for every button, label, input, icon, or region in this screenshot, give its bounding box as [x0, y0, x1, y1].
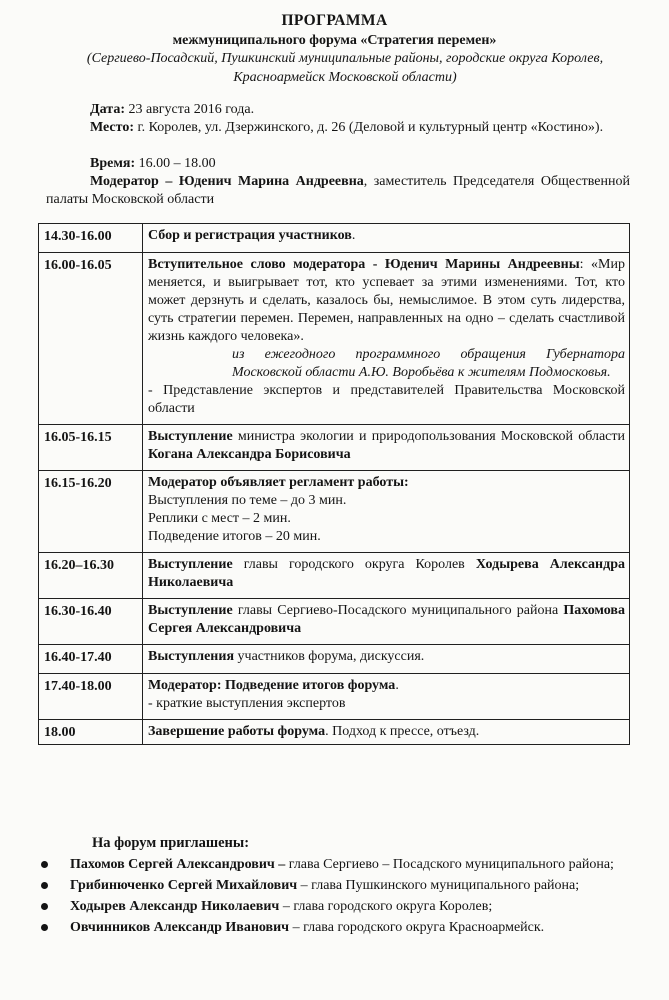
moderator-value: , заместитель Председателя Общественной палаты Московской области: [46, 174, 630, 207]
guest-name: Пахомов Сергей Александрович –: [70, 857, 286, 872]
table-row: [39, 224, 630, 253]
event-title: Выступление: [148, 557, 233, 572]
moderator-line: [46, 173, 630, 209]
guest-name: Ходырев Александр Николаевич: [70, 899, 280, 914]
time-cell: 16.40-17.40: [39, 645, 143, 674]
rule-line: Выступления по теме – до 3 мин.: [148, 493, 347, 508]
table-row: [39, 553, 630, 599]
invited-list: [38, 856, 630, 940]
list-item: [38, 898, 630, 915]
time-cell: 16.20–16.30: [39, 553, 143, 599]
table-row: [39, 645, 630, 674]
time-label: Время:: [90, 156, 136, 171]
event-text: главы городского округа Королев: [232, 557, 476, 572]
table-row: [39, 425, 630, 471]
guest-name: Грибинюченко Сергей Михайлович: [70, 878, 298, 893]
event-text: . Подход к прессе, отъезд.: [325, 724, 480, 739]
event-title: Выступления: [148, 649, 235, 664]
invited-title: На форум приглашены:: [92, 835, 250, 851]
place-value: г. Королев, ул. Дзержинского, д. 26 (Деловой и культурный центр «Костино»).: [133, 120, 604, 135]
moderator-label: Модератор – Юденич Марина Андреевна: [90, 174, 364, 189]
table-row: [39, 471, 630, 553]
guest-role: – глава Пушкинского муниципального района;: [297, 878, 580, 893]
place-label: Место:: [90, 120, 134, 135]
event-cell: [143, 645, 630, 674]
date-value: 23 августа 2016 года.: [124, 102, 255, 117]
time-cell: 16.05-16.15: [39, 425, 143, 471]
speaker-name: Ходырева Александра Николаевича: [148, 557, 625, 590]
rule-line: Реплики с мест – 2 мин.: [148, 511, 291, 526]
time-cell: 18.00: [39, 720, 143, 745]
opening-speech: [148, 256, 625, 346]
event-cell: [143, 674, 630, 720]
speaker-name: Пахомова Сергея Александровича: [148, 603, 625, 636]
event-cell: [143, 553, 630, 599]
event-cell: [143, 253, 630, 425]
time-cell: 16.15-16.20: [39, 471, 143, 553]
bullet-icon: [41, 861, 48, 868]
guest-name: Овчинников Александр Иванович: [70, 920, 290, 935]
time-line: [90, 155, 216, 173]
event-text: министра экологии и природопользования Московской области: [232, 429, 625, 444]
table-row: [39, 599, 630, 645]
place-line: [46, 119, 630, 137]
event-cell: [143, 599, 630, 645]
list-item: [38, 919, 630, 936]
guest-role: – глава городского округа Красноармейск.: [289, 920, 545, 935]
event-title: Модератор объявляет регламент работы:: [148, 475, 409, 490]
time-value: 16.00 – 18.00: [135, 156, 216, 171]
event-text: главы Сергиево-Посадского муниципального района: [232, 603, 564, 618]
event-title: Модератор: Подведение итогов форума: [148, 678, 396, 693]
program-table: [38, 223, 630, 745]
regions-line-1: (Сергиево-Посадский, Пушкинский муниципальные районы, городские округа Королев,: [86, 51, 604, 66]
date-label: Дата:: [90, 102, 125, 117]
event-cell: [143, 425, 630, 471]
bullet-icon: [41, 882, 48, 889]
guest-role: – глава городского округа Королев;: [279, 899, 493, 914]
event-title: Выступление: [148, 429, 233, 444]
time-cell: 14.30-16.00: [39, 224, 143, 253]
bullet-icon: [41, 903, 48, 910]
event-text: .: [351, 228, 356, 243]
time-cell: 17.40-18.00: [39, 674, 143, 720]
list-item: [38, 877, 630, 894]
table-row: [39, 253, 630, 425]
list-item: [38, 856, 630, 873]
experts-presentation: - Представление экспертов и представителей Правительства Московской области: [148, 383, 625, 416]
guest-role: глава Сергиево – Посадского муниципального района;: [285, 857, 614, 872]
experts-line: - краткие выступления экспертов: [148, 696, 346, 711]
speaker-name: Когана Александра Борисовича: [148, 447, 351, 462]
event-title: Выступление: [148, 603, 233, 618]
document-subtitle: межмуниципального форума «Стратегия перемен»: [172, 33, 497, 48]
time-cell: 16.00-16.05: [39, 253, 143, 425]
table-row: [39, 720, 630, 745]
event-cell: [143, 720, 630, 745]
time-cell: 16.30-16.40: [39, 599, 143, 645]
document-title: ПРОГРАММА: [281, 12, 388, 29]
quote-source: из ежегодного программного обращения Губернатора Московской области А.Ю. Воробьёва к жителям Подмосковья.: [232, 347, 625, 380]
regions-line-2: Красноармейск Московской области): [233, 70, 457, 85]
table-row: [39, 674, 630, 720]
event-text: участников форума, дискуссия.: [234, 649, 425, 664]
summary-line: [148, 677, 625, 695]
event-text: .: [395, 678, 399, 693]
event-title: Завершение работы форума: [148, 724, 326, 739]
event-cell: [143, 224, 630, 253]
event-title: Вступительное слово модератора - Юденич Марины Андреевны: [148, 257, 580, 272]
rule-line: Подведение итогов – 20 мин.: [148, 529, 321, 544]
event-title: Сбор и регистрация участников: [148, 228, 352, 243]
bullet-icon: [41, 924, 48, 931]
quote-text: : «Мир меняется, и выигрывает тот, кто успевает за этими изменениями. Тот, кто может дерзнуть и сделать, казалось бы, немыслимое. В этом суть лидерства, суть стратегии перемен. Перемен, направленных на одно – сделать счастливой жизнь каждого человека».: [148, 257, 625, 344]
event-cell: [143, 471, 630, 553]
date-line: [90, 101, 254, 119]
